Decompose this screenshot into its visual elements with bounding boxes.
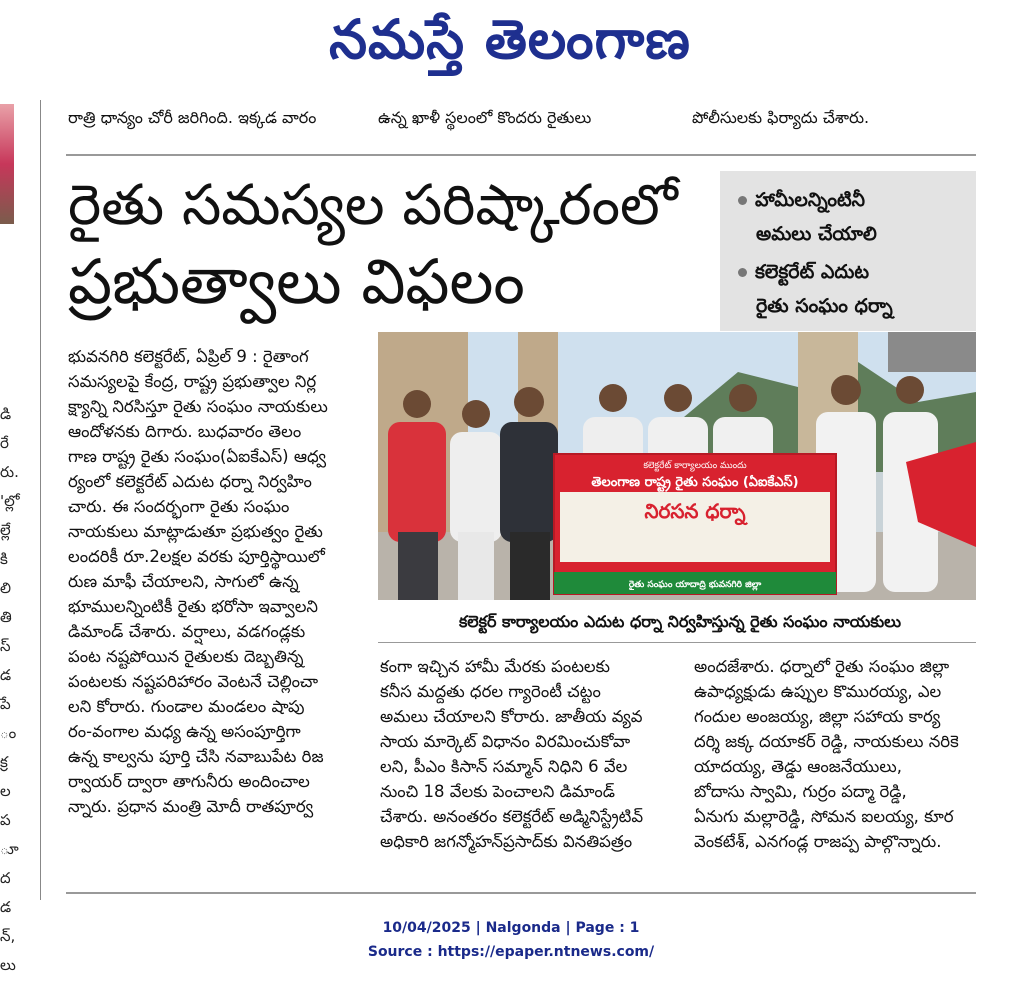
article-line: చారు. ఈ సందర్భంగా రైతు సంఘం [68, 497, 290, 516]
left-edge-char: 'ల్లో [0, 492, 20, 510]
left-edge-char: డ [0, 898, 12, 916]
article-line: చేశారు. అనంతరం కలెక్టరేట్ అడ్మినిస్ట్రేటివ్ [380, 807, 644, 826]
left-edge-char: ల్లే [0, 521, 11, 539]
article-line: నాయకులు మాట్లాడుతూ ప్రభుత్వం రైతు [68, 522, 323, 541]
article-line: సమస్యలపై కేంద్ర, రాష్ట్ర ప్రభుత్వాల నిర్ల [68, 372, 317, 391]
caption-divider [378, 642, 976, 643]
article-line: ఏనుగు మల్లారెడ్డి, సోమన ఐలయ్య, కూర [694, 807, 954, 826]
article-column-middle [380, 654, 676, 854]
photo-caption: కలెక్టర్ కార్యాలయం ఎదుట ధర్నా నిర్వహిస్తున్న రైతు సంఘం నాయకులు [458, 612, 902, 631]
article-line: బోదాసు స్వామి, గుర్రం పద్మా రెడ్డి, [694, 782, 907, 801]
left-edge-char: న్, [0, 927, 16, 945]
top-divider [66, 154, 976, 156]
headline [68, 170, 708, 322]
highlight-2-line1: కలెక్టరేట్ ఎదుట [738, 255, 869, 289]
article-line: లని, పీఎం కిసాన్ సమ్మాన్ నిధిని 6 వేల [380, 757, 628, 776]
article-line: లందరికీ రూ.2లక్షల వరకు పూర్తిస్థాయిలో [68, 547, 325, 566]
article-line: రం-వంగాల మధ్య ఉన్న అసంపూర్తిగా [68, 722, 301, 741]
article-line: పంటలకు నష్టపరిహారం వెంటనే చెల్లించా [68, 672, 319, 691]
banner-bottom-text: రైతు సంఘం యాదాద్రి భువనగిరి జిల్లా [628, 580, 762, 590]
article-line: ఆందోళనకు దిగారు. బుధవారం తెలం [68, 422, 302, 441]
left-column-divider [40, 100, 41, 900]
article-column-right [694, 654, 978, 854]
article-line: లని కోరారు. గుండాల మండలం షాపు [68, 697, 305, 716]
left-edge-char: ప [0, 811, 11, 829]
article-line: భూములన్నింటికీ రైతు భరోసా ఇవ్వాలని [68, 597, 318, 616]
article-line: యాదయ్య, తెడ్డు ఆంజనేయులు, [694, 757, 903, 776]
left-edge-char: ూ [0, 840, 19, 858]
bullet-icon [738, 196, 747, 205]
left-edge-strip [0, 100, 20, 974]
left-edge-photo-fragment [0, 104, 14, 224]
article-line: న్నారు. ప్రధాన మంత్రి మోదీ రాతపూర్వ [68, 797, 314, 816]
bullet-icon [738, 268, 747, 277]
left-edge-char: కి [0, 550, 8, 568]
highlights-box [720, 171, 976, 331]
article-line: కంగా ఇచ్చిన హామీ మేరకు పంటలకు [380, 657, 610, 676]
article-line: నుంచి 18 వేలకు పెంచాలని డిమాండ్ [380, 782, 615, 801]
masthead-logo: నమస్తే తెలంగాణ [329, 8, 691, 71]
article-line: ర్యంలో కలెక్టరేట్ ఎదుట ధర్నా నిర్వహిం [68, 472, 312, 491]
footer-edition-info: 10/04/2025 | Nalgonda | Page : 1 [382, 920, 640, 936]
left-edge-char: ం [0, 724, 17, 742]
left-edge-char: ద [0, 869, 11, 887]
highlight-1-line1: హామీలన్నింటినీ [738, 183, 865, 217]
headline-line2: ప్రభుత్వాలు విఫలం [68, 245, 525, 318]
top-row-col1: రాత్రి ధాన్యం చోరీ జరిగింది. ఇక్కడ వారం [68, 108, 317, 127]
left-edge-char: క్ర [0, 753, 8, 771]
article-line: గందుల అంజయ్య, జిల్లా సహాయ కార్య [694, 707, 941, 726]
banner-title-text: తెలంగాణ రాష్ట్ర రైతు సంఘం (ఏఐకేఎస్) [591, 475, 799, 490]
article-line: రుణ మాఫీ చేయాలని, సాగులో ఉన్న [68, 572, 299, 591]
protest-photo-illustration [378, 332, 976, 600]
article-line: పంట నష్టపోయిన రైతులకు దెబ్బతిన్న [68, 647, 304, 666]
article-line: అమలు చేయాలని కోరారు. జాతీయ వ్యవ [380, 707, 643, 726]
banner-main-text: నిరసన ధర్నా [644, 499, 746, 523]
bottom-divider [66, 892, 976, 894]
highlight-1-line2: అమలు చేయాలి [756, 223, 877, 245]
top-row-col3: పోలీసులకు ఫిర్యాదు చేశారు. [692, 108, 870, 127]
headline-line1: రైతు సమస్యల పరిష్కారంలో [68, 173, 678, 238]
left-edge-char: డి [0, 405, 12, 423]
article-column-left [68, 344, 368, 819]
left-edge-text-fragments [0, 400, 18, 980]
article-line: అందజేశారు. ధర్నాలో రైతు సంఘం జిల్లా [694, 657, 950, 676]
article-line: ఉన్న కాల్వను పూర్తి చేసి నవాబుపేట రిజ [68, 747, 324, 766]
article-line: క్ష్యాన్ని నిరసిస్తూ రైతు సంఘం నాయకులు [68, 397, 328, 416]
article-line: భువనగిరి కలెక్టరేట్, ఏప్రిల్ 9 : రైతాంగ [68, 347, 309, 366]
footer-source-link[interactable]: Source : https://epaper.ntnews.com/ [367, 944, 655, 960]
article-line: అధికారి జగన్మోహన్‌ప్రసాద్‌కు వినతిపత్రం [380, 832, 633, 851]
highlight-2-line2: రైతు సంఘం ధర్నా [756, 295, 893, 317]
article-line: దర్శి జక్క దయాకర్ రెడ్డి, నాయకులు నరికె [694, 732, 959, 751]
article-line: కనీస మద్దతు ధరల గ్యారెంటీ చట్టం [380, 682, 601, 701]
left-edge-char: లు [0, 956, 16, 974]
left-edge-char: రే [0, 434, 9, 452]
top-row-col2: ఉన్న ఖాళీ స్థలంలో కొందరు రైతులు [378, 108, 592, 127]
left-edge-char: లి [0, 579, 11, 597]
article-line: డిమాండ్ చేశారు. వర్షాలు, వడగండ్లకు [68, 622, 306, 641]
article-line: వెంకటేశ్, ఎనగండ్ల రాజప్ప పాల్గొన్నారు. [694, 832, 942, 851]
left-edge-char: డ [0, 666, 12, 684]
left-edge-char: స్ [0, 637, 11, 655]
article-line: ర్వాయర్ ద్వారా తాగునీరు అందించాల [68, 772, 310, 791]
article-line: సాయ మార్కెట్ విధానం విరమించుకోవా [380, 732, 631, 751]
banner-top-text: కలెక్టరేట్ కార్యాలయం ముందు [643, 461, 747, 471]
left-edge-char: తి [0, 608, 12, 626]
left-edge-char: పే [0, 695, 11, 713]
protest-photo [378, 332, 976, 600]
left-edge-char: ల [0, 782, 11, 800]
article-line: గాణ రాష్ట్ర రైతు సంఘం(ఏఐకేఎస్) ఆధ్వ [68, 447, 327, 466]
article-line: ఉపాధ్యక్షుడు ఉప్పుల కొమురయ్య, ఎల [694, 682, 942, 701]
left-edge-char: రు. [0, 463, 19, 481]
